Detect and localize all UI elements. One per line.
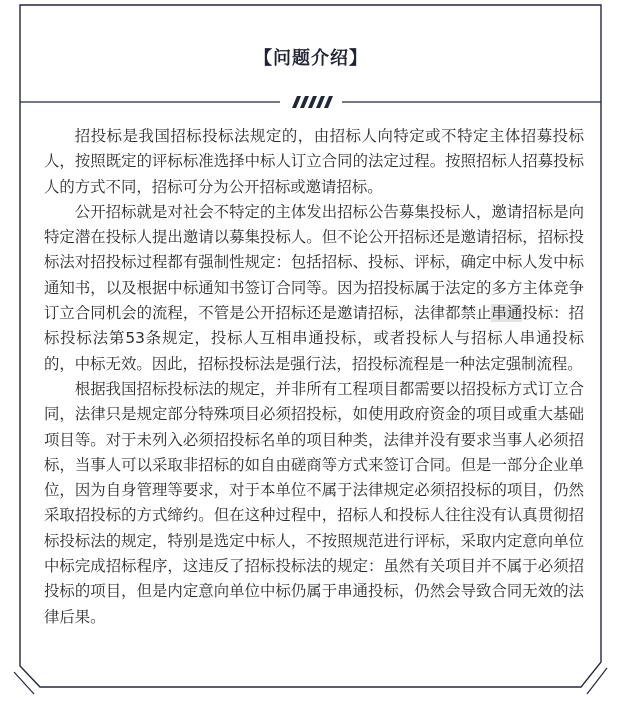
corner-accent-left <box>14 672 34 694</box>
slash-decoration <box>292 96 333 108</box>
corner-accent-right <box>587 668 607 694</box>
paragraph-2 <box>44 200 584 377</box>
section-title: 【问题介绍】 <box>254 48 368 69</box>
paragraph-2-text-a: 公开招标就是对社会不特定的主体发出招标公告募集投标人，邀请招标是向特定潜在投标人提出邀请以募集投标人。但不论公开招标还是邀请招标，招标投标法对招投标过程都有强制性规定：包括招标、投标、评标，确定中标人发中标通知书，以及根据中标通知书签订合同等。因为招投标属于法定的多方主体竞争订立合同机会的流程，不管是公开招标还是邀请招标，法律都禁止 <box>44 202 584 323</box>
article-body <box>44 124 584 630</box>
paragraph-1: 招投标是我国招标投标法规定的，由招标人向特定或不特定主体招募投标人，按照既定的评标标准选择中标人订立合同的法定过程。按照招标人招募投标人的方式不同，招标可分为公开招标或邀请招标。 <box>44 127 584 196</box>
paragraph-3: 根据我国招标投标法的规定，并非所有工程项目都需要以招投标方式订立合同，法律只是规定部分特殊项目必须招投标，如使用政府资金的项目或重大基础项目等。对于未列入必须招投标名单的项目种类，法律并没有要求当事人必须招标，当事人可以采取非招标的如自由磋商等方式来签订合同。但是一部分企业单位，因为自身管理等要求，对于本单位不属于法律规定必须招投标的项目，仍然采取招投标的方式缔约。但在这种过程中，招标人和投标人往往没有认真贯彻招标投标法的规定，特别是选定中标人，不按照规范进行评标，采取内定意向单位中标完成招标程序，这违反了招标投标法的规定：虽然有关项目并不属于必须招投标的项目，但是内定意向单位中标仍属于串通投标，仍然会导致合同无效的法律后果。 <box>44 379 584 626</box>
paragraph-2-text-b: 投标：招标投标法第53条规定，投标人互相串通投标，或者投标人与招标人串通投标的，中标无效。因此，招标投标法是强行法，招投标流程是一种法定强制流程。 <box>44 304 584 373</box>
highlighted-text: 串通 <box>491 304 523 323</box>
